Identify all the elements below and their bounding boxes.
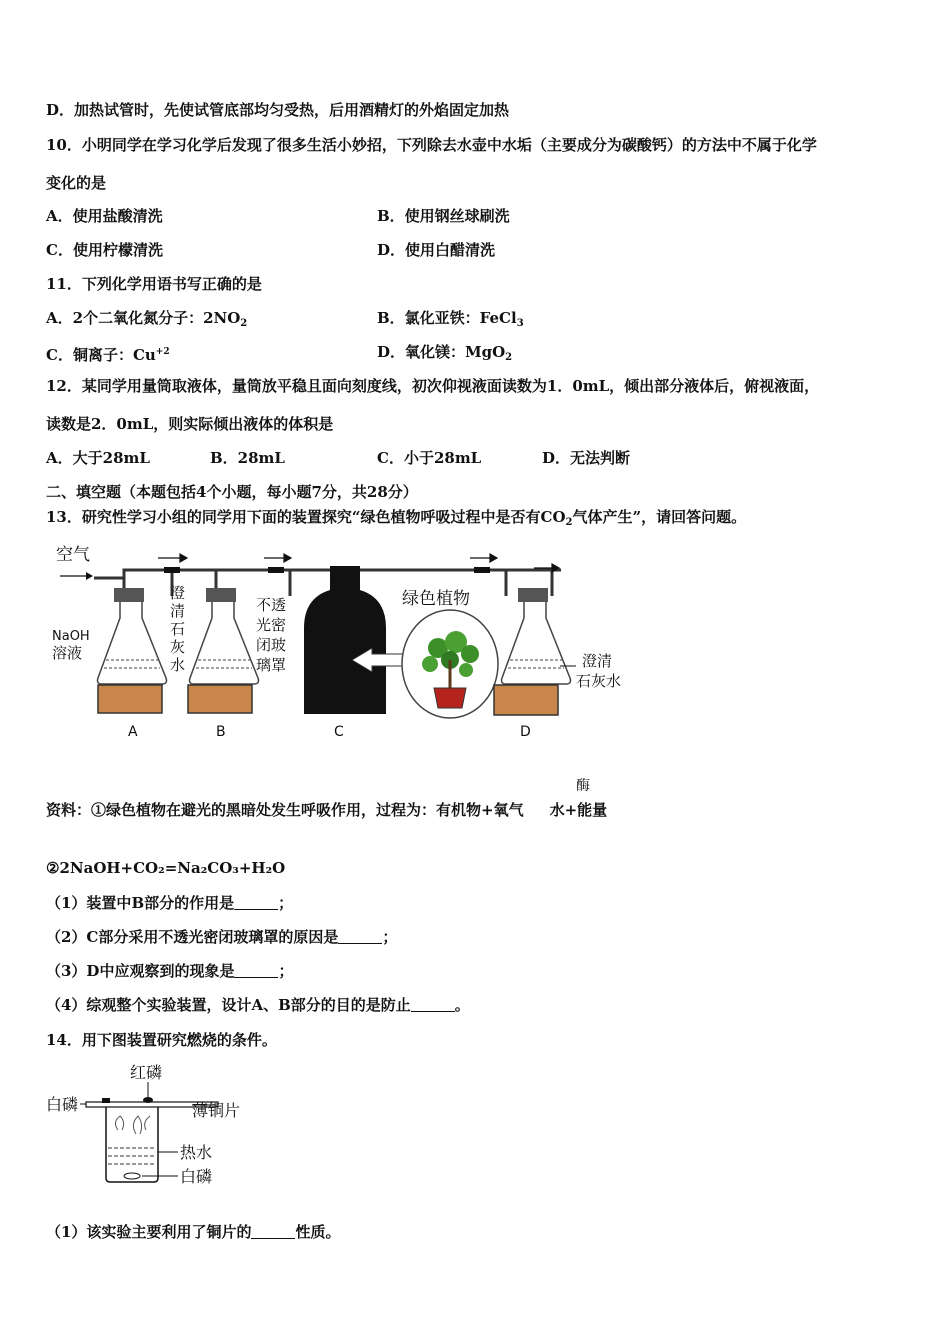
label-b: B bbox=[216, 724, 226, 740]
q13-part2: （2）C部分采用不透光密闭玻璃罩的原因是 ； bbox=[46, 928, 398, 946]
svg-text:清: 清 bbox=[170, 602, 186, 620]
opaque-bell-jar-c bbox=[304, 566, 386, 714]
q13-part4: （4）综观整个实验装置，设计A、B部分的目的是防止 。 bbox=[46, 996, 470, 1014]
q13-part1: （1）装置中B部分的作用是 ； bbox=[46, 894, 294, 912]
copper-sheet-label: 薄铜片 bbox=[192, 1101, 241, 1120]
green-plant-label: 绿色植物 bbox=[402, 589, 470, 609]
white-phosphorus-top-label: 白磷 bbox=[46, 1095, 79, 1114]
red-phosphorus-label: 红磷 bbox=[130, 1063, 163, 1082]
q10-option-d: D．使用白醋清洗 bbox=[377, 241, 496, 259]
q11-stem: 11．下列化学用语书写正确的是 bbox=[46, 275, 262, 293]
naoh-label-1: NaOH bbox=[52, 629, 90, 644]
respiration-apparatus-diagram bbox=[46, 538, 626, 748]
label-d: D bbox=[520, 724, 531, 740]
q13-equation: ②2NaOH+CO₂=Na₂CO₃+H₂O bbox=[46, 859, 286, 877]
green-plant bbox=[402, 610, 498, 718]
q11-option-a: A．2个二氧化氮分子：$2NO_2$ bbox=[46, 309, 248, 329]
q12-stem-line2: 读数是2．0mL，则实际倾出液体的体积是 bbox=[46, 415, 334, 433]
q12-option-a: A．大于28mL bbox=[46, 449, 150, 467]
hot-water-label: 热水 bbox=[180, 1143, 213, 1162]
limewater-d-label-1: 澄清 bbox=[582, 652, 613, 670]
q12-stem-line1: 12．某同学用量筒取液体，量筒放平稳且面向刻度线，初次仰视液面读数为1．0mL，倾出部分液体后，俯视液面， bbox=[46, 377, 820, 395]
enzyme-label: 酶 bbox=[576, 778, 590, 794]
q13-part3: （3）D中应观察到的现象是 ； bbox=[46, 962, 294, 980]
svg-text:闭玻: 闭玻 bbox=[256, 636, 287, 654]
combustion-apparatus-diagram bbox=[46, 1060, 266, 1190]
limewater-d-label-2: 石灰水 bbox=[576, 672, 622, 690]
section-heading: 二、填空题（本题包括4个小题，每小题7分，共28分） bbox=[46, 483, 418, 501]
svg-text:水: 水 bbox=[170, 656, 186, 674]
q11-option-d: D．氧化镁：MgO$_2$ bbox=[377, 343, 513, 363]
svg-text:澄: 澄 bbox=[170, 584, 186, 602]
air-label: 空气 bbox=[56, 545, 90, 565]
glass-jar-label bbox=[256, 596, 286, 674]
q10-option-b: B．使用钢丝球刷洗 bbox=[377, 207, 510, 225]
flask-b bbox=[188, 588, 259, 713]
label-a: A bbox=[128, 724, 138, 740]
q12-option-c: C．小于28mL bbox=[377, 449, 482, 467]
q10-stem-line1: 10．小明同学在学习化学后发现了很多生活小妙招，下列除去水壶中水垢（主要成分为碳酸钙）的方法中不属于化学 bbox=[46, 136, 817, 154]
q12-option-b: B．28mL bbox=[210, 449, 285, 467]
svg-text:不透: 不透 bbox=[256, 596, 287, 614]
q10-stem-line2: 变化的是 bbox=[46, 174, 107, 192]
q10-option-c: C．使用柠檬清洗 bbox=[46, 241, 163, 259]
q14-part1: （1）该实验主要利用了铜片的 性质。 bbox=[46, 1223, 341, 1241]
q13-info-line: 资料：①绿色植物在避光的黑暗处发生呼吸作用，过程为：有机物+氧气 水+能量 bbox=[46, 801, 608, 819]
naoh-label-2: 溶液 bbox=[52, 644, 83, 662]
flask-a bbox=[98, 588, 167, 713]
svg-text:光密: 光密 bbox=[256, 616, 287, 634]
q13-stem: 13．研究性学习小组的同学用下面的装置探究“绿色植物呼吸过程中是否有$CO_2$气体产生”，请回答问题。 bbox=[46, 508, 747, 528]
q12-option-d: D．无法判断 bbox=[542, 449, 631, 467]
svg-text:灰: 灰 bbox=[170, 638, 186, 656]
q10-option-a: A．使用盐酸清洗 bbox=[46, 207, 163, 225]
flask-d bbox=[494, 588, 571, 715]
label-c: C bbox=[334, 724, 344, 740]
white-phosphorus-bottom-label: 白磷 bbox=[180, 1167, 213, 1186]
q11-option-c: C．铜离子：$Cu^{+2}$ bbox=[46, 346, 170, 364]
svg-text:璃罩: 璃罩 bbox=[256, 656, 287, 674]
q11-option-b: B．氯化亚铁：FeCl$_3$ bbox=[377, 309, 524, 329]
svg-text:石: 石 bbox=[170, 620, 186, 638]
q9-option-d: D．加热试管时，先使试管底部均匀受热，后用酒精灯的外焰固定加热 bbox=[46, 101, 510, 119]
q14-stem: 14．用下图装置研究燃烧的条件。 bbox=[46, 1031, 277, 1049]
limewater-b-label bbox=[170, 584, 185, 674]
